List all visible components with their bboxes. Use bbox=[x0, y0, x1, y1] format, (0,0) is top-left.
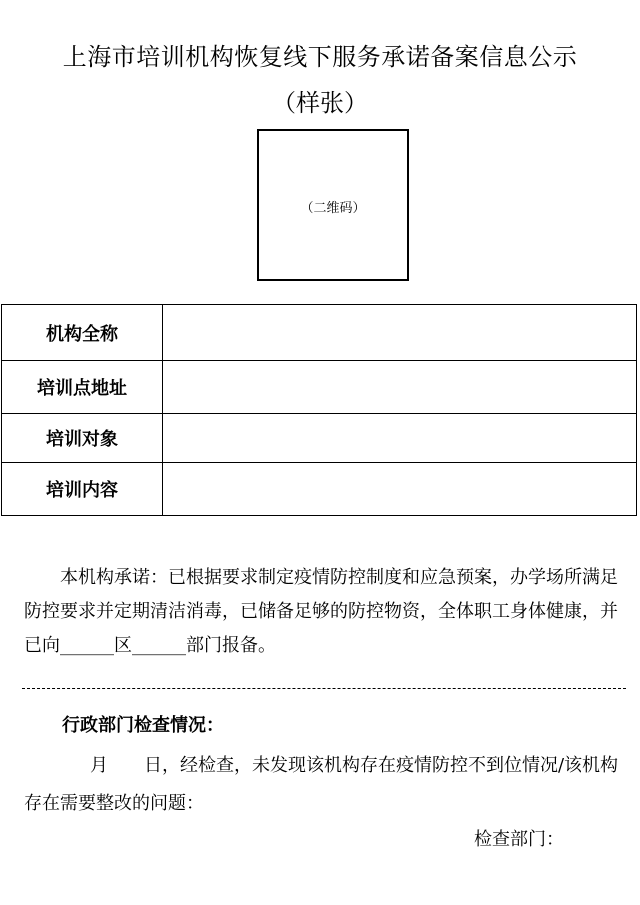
table-value-address bbox=[163, 361, 637, 414]
table-value-target bbox=[163, 414, 637, 463]
table-label-target: 培训对象 bbox=[2, 414, 163, 463]
inspection-text: 月 日，经检查，未发现该机构存在疫情防控不到位情况/该机构存在需要整改的问题： bbox=[24, 755, 619, 814]
inspection-heading: 行政部门检查情况： bbox=[62, 715, 224, 736]
document-subtitle: （样张） bbox=[272, 89, 368, 117]
qr-code-placeholder bbox=[257, 129, 409, 281]
table-label-full-name: 机构全称 bbox=[2, 305, 163, 361]
inspection-dept: 检查部门： bbox=[474, 829, 564, 850]
promise-text: 本机构承诺：已根据要求制定疫情防控制度和应急预案，办学场所满足防控要求并定期清洁消毒，已储备足够的防控物资，全体职工身体健康，并已向______区______部门报备。 bbox=[24, 567, 618, 656]
table-row bbox=[2, 361, 637, 414]
table-row bbox=[2, 414, 637, 463]
qr-code-label: （二维码） bbox=[300, 201, 366, 216]
promise-section bbox=[24, 561, 624, 663]
inspection-section bbox=[24, 747, 624, 823]
table-label-content: 培训内容 bbox=[2, 463, 163, 516]
info-table bbox=[1, 304, 637, 516]
dashed-separator bbox=[22, 688, 626, 689]
table-row bbox=[2, 463, 637, 516]
table-row bbox=[2, 305, 637, 361]
document-title: 上海市培训机构恢复线下服务承诺备案信息公示 bbox=[62, 43, 578, 71]
table-value-full-name bbox=[163, 305, 637, 361]
table-label-address: 培训点地址 bbox=[2, 361, 163, 414]
table-value-content bbox=[163, 463, 637, 516]
